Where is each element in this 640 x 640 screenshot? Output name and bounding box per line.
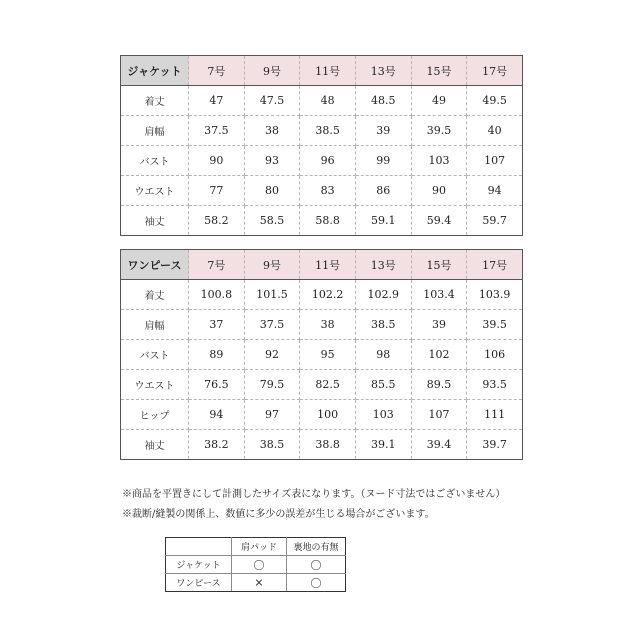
table-cell: 39.4 <box>411 430 467 460</box>
table-cell: 38.8 <box>300 430 356 460</box>
table-cell: 93.5 <box>467 370 523 400</box>
table-cell: 39 <box>411 310 467 340</box>
row-label: バスト <box>121 340 189 370</box>
onepiece-size-header: 9号 <box>244 250 300 280</box>
table-cell: 38 <box>244 116 300 146</box>
table-cell: 103 <box>355 400 411 430</box>
table-cell: 107 <box>411 400 467 430</box>
table-cell: 39.5 <box>467 310 523 340</box>
parts-header: 肩パッド <box>232 538 287 556</box>
row-label: 肩幅 <box>121 310 189 340</box>
table-cell: 102.9 <box>355 280 411 310</box>
table-cell: 85.5 <box>355 370 411 400</box>
table-row <box>121 206 523 236</box>
table-cell: 103.9 <box>467 280 523 310</box>
jacket-size-header: 13号 <box>355 56 411 86</box>
table-cell: 89.5 <box>411 370 467 400</box>
table-cell: 38.5 <box>300 116 356 146</box>
table-cell: 107 <box>467 146 523 176</box>
row-label: 着丈 <box>121 280 189 310</box>
table-cell: 37 <box>189 310 245 340</box>
table-row <box>121 340 523 370</box>
table-cell: 40 <box>467 116 523 146</box>
table-cell: 101.5 <box>244 280 300 310</box>
table-cell: 47 <box>189 86 245 116</box>
table-cell: 100.8 <box>189 280 245 310</box>
table-cell: 58.5 <box>244 206 300 236</box>
table-cell: 94 <box>189 400 245 430</box>
table-cell: 39.7 <box>467 430 523 460</box>
parts-table <box>165 537 346 592</box>
table-cell: 89 <box>189 340 245 370</box>
table-cell: 48 <box>300 86 356 116</box>
table-cell: 39.1 <box>355 430 411 460</box>
table-cell: 86 <box>355 176 411 206</box>
table-cell: 49 <box>411 86 467 116</box>
row-label: ヒップ <box>121 400 189 430</box>
table-cell: 102 <box>411 340 467 370</box>
table-cell: 76.5 <box>189 370 245 400</box>
table-row <box>121 280 523 310</box>
row-label: ジャケット <box>166 556 232 574</box>
onepiece-corner-label: ワンピース <box>121 250 189 280</box>
table-row <box>121 430 523 460</box>
table-cell: 94 <box>467 176 523 206</box>
table-cell: 59.4 <box>411 206 467 236</box>
table-cell: 〇 <box>287 556 346 574</box>
table-row <box>121 400 523 430</box>
jacket-size-header: 15号 <box>411 56 467 86</box>
jacket-header-row <box>121 56 523 86</box>
parts-header: 裏地の有無 <box>287 538 346 556</box>
table-cell: 59.1 <box>355 206 411 236</box>
table-cell: 39 <box>355 116 411 146</box>
table-cell: 〇 <box>232 556 287 574</box>
table-cell: 77 <box>189 176 245 206</box>
table-cell: 82.5 <box>300 370 356 400</box>
onepiece-size-header: 13号 <box>355 250 411 280</box>
onepiece-size-header: 11号 <box>300 250 356 280</box>
jacket-size-header: 11号 <box>300 56 356 86</box>
parts-header-row <box>166 538 346 556</box>
table-cell: × <box>232 574 287 592</box>
row-label: バスト <box>121 146 189 176</box>
table-cell: 38.2 <box>189 430 245 460</box>
table-cell: 39.5 <box>411 116 467 146</box>
table-cell: 83 <box>300 176 356 206</box>
onepiece-size-table <box>120 249 523 460</box>
table-row <box>121 370 523 400</box>
table-cell: 〇 <box>287 574 346 592</box>
table-cell: 90 <box>411 176 467 206</box>
onepiece-size-header: 15号 <box>411 250 467 280</box>
table-row <box>121 310 523 340</box>
table-row <box>166 574 346 592</box>
jacket-size-header: 9号 <box>244 56 300 86</box>
table-cell: 59.7 <box>467 206 523 236</box>
table-cell: 96 <box>300 146 356 176</box>
table-cell: 48.5 <box>355 86 411 116</box>
table-row <box>121 86 523 116</box>
jacket-size-header: 7号 <box>189 56 245 86</box>
table-cell: 102.2 <box>300 280 356 310</box>
table-row <box>121 176 523 206</box>
table-cell: 103.4 <box>411 280 467 310</box>
row-label: 着丈 <box>121 86 189 116</box>
row-label: 袖丈 <box>121 206 189 236</box>
table-cell: 98 <box>355 340 411 370</box>
onepiece-header-row <box>121 250 523 280</box>
measurement-note: ※商品を平置きにして計測したサイズ表になります。（ヌード寸法ではございません） <box>122 489 506 500</box>
onepiece-size-header: 17号 <box>467 250 523 280</box>
table-cell: 58.2 <box>189 206 245 236</box>
table-cell: 95 <box>300 340 356 370</box>
table-cell: 100 <box>300 400 356 430</box>
table-row <box>121 146 523 176</box>
table-row <box>166 556 346 574</box>
table-cell: 79.5 <box>244 370 300 400</box>
table-cell: 111 <box>467 400 523 430</box>
table-cell: 106 <box>467 340 523 370</box>
jacket-size-header: 17号 <box>467 56 523 86</box>
table-cell: 49.5 <box>467 86 523 116</box>
row-label: ウエスト <box>121 176 189 206</box>
table-cell: 103 <box>411 146 467 176</box>
row-label: 袖丈 <box>121 430 189 460</box>
table-cell: 38.5 <box>355 310 411 340</box>
table-cell: 38.5 <box>244 430 300 460</box>
table-row <box>121 116 523 146</box>
table-cell: 80 <box>244 176 300 206</box>
table-cell: 97 <box>244 400 300 430</box>
table-cell: 37.5 <box>189 116 245 146</box>
table-cell: 93 <box>244 146 300 176</box>
tolerance-note: ※裁断/縫製の関係上、数値に多少の誤差が生じる場合がございます。 <box>122 509 435 520</box>
row-label: ウエスト <box>121 370 189 400</box>
table-cell: 90 <box>189 146 245 176</box>
onepiece-size-header: 7号 <box>189 250 245 280</box>
jacket-corner-label: ジャケット <box>121 56 189 86</box>
table-cell: 47.5 <box>244 86 300 116</box>
table-cell: 38 <box>300 310 356 340</box>
table-cell: 58.8 <box>300 206 356 236</box>
table-cell: 37.5 <box>244 310 300 340</box>
table-cell: 92 <box>244 340 300 370</box>
parts-header-blank <box>166 538 232 556</box>
row-label: 肩幅 <box>121 116 189 146</box>
row-label: ワンピース <box>166 574 232 592</box>
table-cell: 99 <box>355 146 411 176</box>
jacket-size-table <box>120 55 523 236</box>
